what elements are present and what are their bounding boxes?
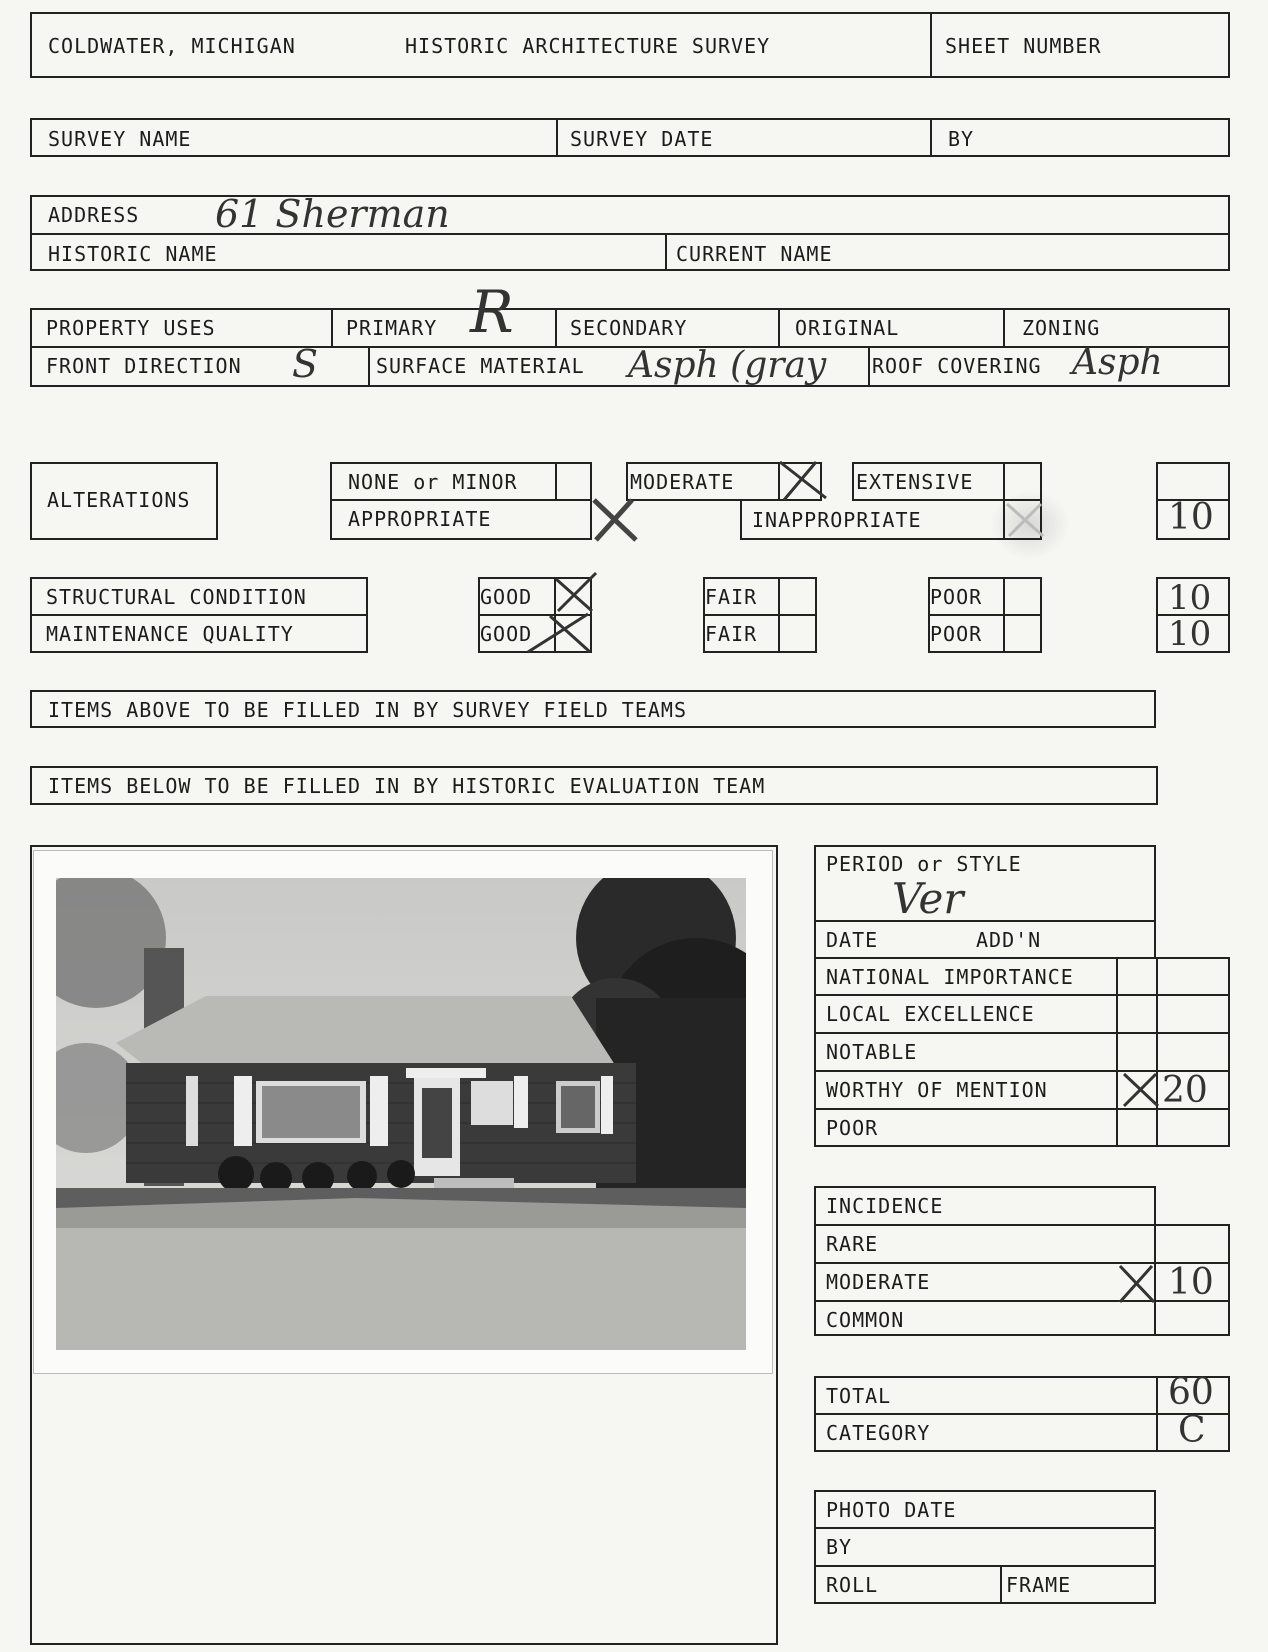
alterations-label: ALTERATIONS [47, 488, 191, 512]
sheet-number-label: SHEET NUMBER [945, 34, 1102, 58]
date-label: DATE [826, 928, 879, 952]
moderate-incidence-check-mark [1116, 1262, 1160, 1306]
items-below-note: ITEMS BELOW TO BE FILLED IN BY HISTORIC EVALUATION TEAM [48, 774, 766, 798]
roll-label: ROLL [826, 1573, 879, 1597]
front-direction-value: S [292, 342, 319, 386]
surface-material-value: Asph (gray [628, 345, 827, 386]
maintenance-fair-label: FAIR [705, 622, 758, 646]
original-label: ORIGINAL [795, 316, 900, 340]
moderate-check-mark [776, 458, 836, 503]
surface-material-label: SURFACE MATERIAL [376, 354, 585, 378]
category-label: CATEGORY [826, 1421, 931, 1445]
structural-condition-label: STRUCTURAL CONDITION [46, 585, 307, 609]
frame-label: FRAME [1006, 1573, 1072, 1597]
moderate-alteration-label: MODERATE [630, 470, 735, 494]
evaluation-poor-label: POOR [826, 1116, 879, 1140]
house-photo [56, 878, 746, 1350]
rare-label: RARE [826, 1232, 879, 1256]
maintenance-quality-label: MAINTENANCE QUALITY [46, 622, 294, 646]
worthy-score: 20 [1162, 1070, 1208, 1111]
period-style-value: Ver [892, 874, 964, 923]
primary-label: PRIMARY [346, 316, 438, 340]
structural-good-label: GOOD [480, 585, 533, 609]
common-label: COMMON [826, 1308, 905, 1332]
maintenance-good-label: GOOD [480, 622, 533, 646]
total-label: TOTAL [826, 1384, 892, 1408]
zoning-label: ZONING [1022, 316, 1101, 340]
structural-score: 10 [1168, 578, 1212, 618]
current-name-label: CURRENT NAME [676, 242, 833, 266]
photo-by-label: BY [826, 1535, 853, 1559]
structural-fair-label: FAIR [705, 585, 758, 609]
moderate-incidence-score: 10 [1168, 1262, 1214, 1303]
items-above-note: ITEMS ABOVE TO BE FILLED IN BY SURVEY FIELD TEAMS [48, 698, 688, 722]
survey-by-label: BY [948, 127, 975, 151]
inappropriate-faint-mark [1003, 500, 1049, 540]
period-style-label: PERIOD or STYLE [826, 852, 1022, 876]
extensive-label: EXTENSIVE [856, 470, 974, 494]
survey-date-label: SURVEY DATE [570, 127, 714, 151]
address-label: ADDRESS [48, 203, 140, 227]
survey-name-label: SURVEY NAME [48, 127, 192, 151]
property-uses-label: PROPERTY USES [46, 316, 216, 340]
appropriate-label: APPROPRIATE [348, 507, 492, 531]
historic-name-label: HISTORIC NAME [48, 242, 218, 266]
worthy-check-mark [1120, 1070, 1164, 1110]
addn-label: ADD'N [976, 928, 1042, 952]
national-importance-label: NATIONAL IMPORTANCE [826, 965, 1074, 989]
city-label: COLDWATER, MICHIGAN [48, 34, 296, 58]
front-direction-label: FRONT DIRECTION [46, 354, 242, 378]
none-minor-label: NONE or MINOR [348, 470, 518, 494]
roof-covering-label: ROOF COVERING [872, 354, 1042, 378]
notable-label: NOTABLE [826, 1040, 918, 1064]
incidence-label: INCIDENCE [826, 1194, 944, 1218]
category-value: C [1178, 1410, 1206, 1451]
roof-covering-value: Asph [1072, 342, 1163, 383]
worthy-of-mention-label: WORTHY OF MENTION [826, 1078, 1048, 1102]
inappropriate-label: INAPPROPRIATE [752, 508, 922, 532]
structural-good-check-mark [552, 571, 602, 615]
structural-poor-label: POOR [930, 585, 983, 609]
secondary-label: SECONDARY [570, 316, 688, 340]
total-value: 60 [1168, 1372, 1214, 1413]
appropriate-check-mark [590, 496, 645, 544]
alterations-score: 10 [1168, 497, 1214, 538]
maintenance-good-check-mark [524, 612, 594, 656]
maintenance-score: 10 [1168, 614, 1212, 654]
address-value: 61 Sherman [215, 192, 450, 236]
photo-date-label: PHOTO DATE [826, 1498, 957, 1522]
local-excellence-label: LOCAL EXCELLENCE [826, 1002, 1035, 1026]
survey-title: HISTORIC ARCHITECTURE SURVEY [405, 34, 771, 58]
primary-value: R [470, 278, 514, 346]
moderate-incidence-label: MODERATE [826, 1270, 931, 1294]
maintenance-poor-label: POOR [930, 622, 983, 646]
